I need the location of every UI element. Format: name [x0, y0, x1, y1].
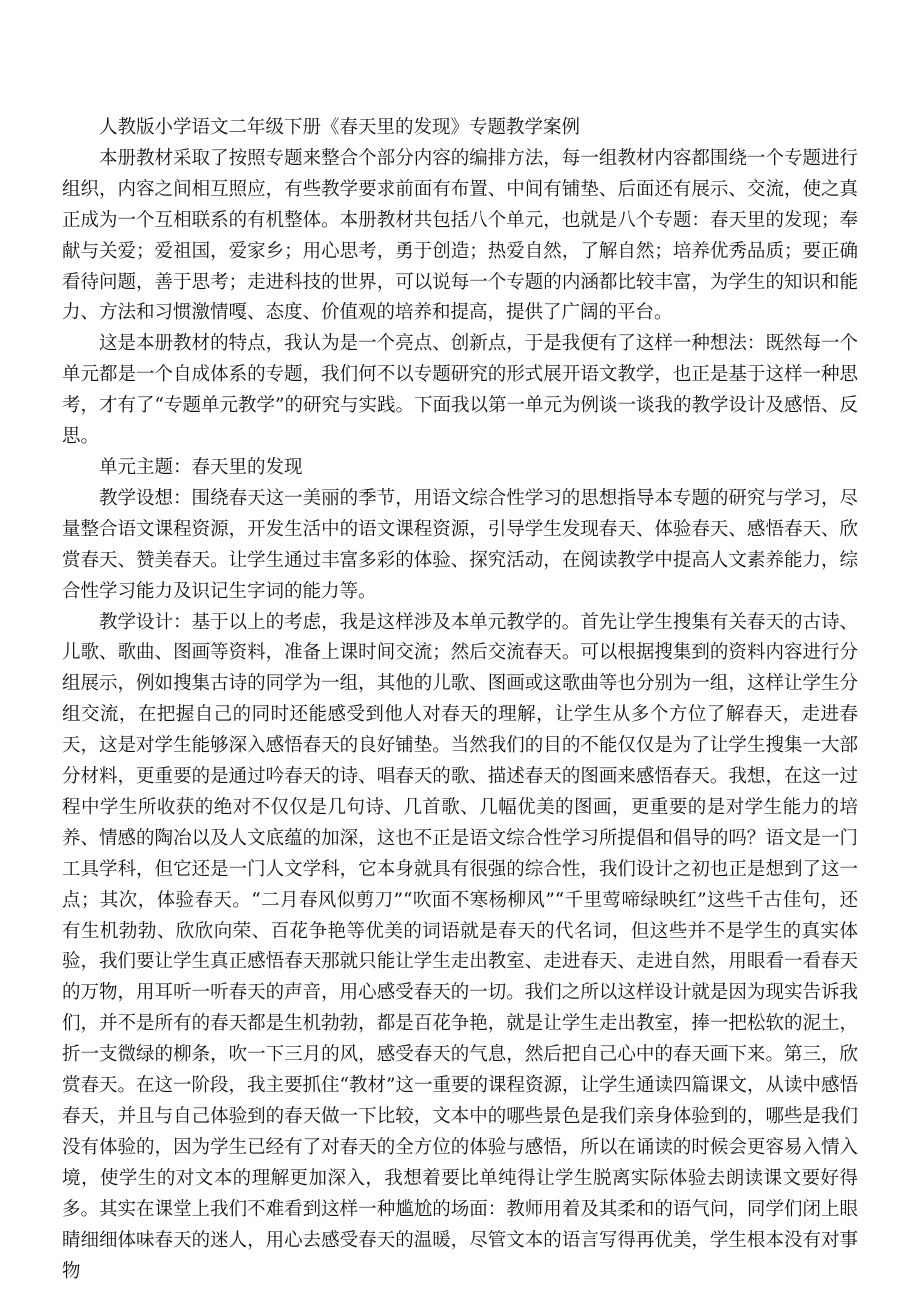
paragraph-teaching-concept: 教学设想：围绕春天这一美丽的季节，用语文综合性学习的思想指导本专题的研究与学习，尽量整合语文课程资源，开发生活中的语文课程资源，引导学生发现春天、体验春天、感悟春天、欣赏春天、赞美春天。让学生通过丰富多彩的体验、探究活动，在阅读教学中提高人文素养能力，综合性学习能力及识记生字词的能力等。	[62, 487, 858, 602]
document-title: 人教版小学语文二年级下册《春天里的发现》专题教学案例	[99, 117, 581, 138]
paragraph-idea: 这是本册教材的特点，我认为是一个亮点、创新点，于是我便有了这样一种想法：既然每一个单元都是一个自成体系的专题，我们何不以专题研究的形式展开语文教学，也正是基于这样一种思考，才有了“专题单元教学”的研究与实践。下面我以第一单元为例谈一谈我的教学设计及感悟、反思。	[62, 333, 858, 448]
document-page	[62, 113, 858, 1287]
paragraph-teaching-design: 教学设计：基于以上的考虑，我是这样涉及本单元教学的。首先让学生搜集有关春天的古诗、儿歌、歌曲、图画等资料，准备上课时间交流；然后交流春天。可以根据搜集到的资料内容进行分组展示，例如搜集古诗的同学为一组，其他的儿歌、图画或这歌曲等也分别为一组，这样让学生分组交流，在把握自己的同时还能感受到他人对春天的理解，让学生从多个方位了解春天，走进春天，这是对学生能够深入感悟春天的良好铺垫。当然我们的目的不能仅仅是为了让学生搜集一大部分材料，更重要的是通过吟春天的诗、唱春天的歌、描述春天的图画来感悟春天。我想，在这一过程中学生所收获的绝对不仅仅是几句诗、几首歌、几幅优美的图画，更重要的是对学生能力的培养、情感的陶冶以及人文底蕴的加深，这也不正是语文综合性学习所提倡和倡导的吗？语文是一门工具学科，但它还是一门人文学科，它本身就具有很强的综合性，我们设计之初也正是想到了这一点；其次，体验春天。“二月春风似剪刀”“吹面不寒杨柳风”“千里莺啼绿映红”这些千古佳句，还有生机勃勃、欣欣向荣、百花争艳等优美的词语就是春天的代名词，但这些并不是学生的真实体验，我们要让学生真正感悟春天那就只能让学生走出教室、走进春天、走进自然，用眼看一看春天的万物，用耳听一听春天的声音，用心感受春天的一切。我们之所以这样设计就是因为现实告诉我们，并不是所有的春天都是生机勃勃，都是百花争艳，就是让学生走出教室，捧一把松软的泥土，折一支微绿的柳条，吹一下三月的风，感受春天的气息，然后把自己心中的春天画下来。第三，欣赏春天。在这一阶段，我主要抓住“教材”这一重要的课程资源，让学生通读四篇课文，从读中感悟春天，并且与自己体验到的春天做一下比较，文本中的哪些景色是我们亲身体验到的，哪些是我们没有体验的，因为学生已经有了对春天的全方位的体验与感悟，所以在诵读的时候会更容易入情入境，使学生的对文本的理解更加深入，我想着要比单纯得让学生脱离实际体验去朗读课文要好得多。其实在课堂上我们不难看到这样一种尴尬的场面：教师用着及其柔和的语气问，同学们闭上眼睛细细体味春天的迷人，用心去感受春天的温暖，尽管文本的语言写得再优美，学生根本没有对事物	[62, 611, 858, 1282]
paragraph-unit-theme: 单元主题：春天里的发现	[99, 456, 303, 478]
paragraph-intro: 本册教材采取了按照专题来整合个部分内容的编排方法，每一组教材内容都围绕一个专题进行组织，内容之间相互照应，有些教学要求前面有布置、中间有铺垫、后面还有展示、交流，使之真正成为一个互相联系的有机整体。本册教材共包括八个单元，也就是八个专题：春天里的发现；奉献与关爱；爱祖国，爱家乡；用心思考，勇于创造；热爱自然，了解自然；培养优秀品质；要正确看待问题，善于思考；走进科技的世界，可以说每一个专题的内涵都比较丰富，为学生的知识和能力、方法和习惯激情嘎、态度、价值观的培养和提高，提供了广阔的平台。	[62, 147, 858, 324]
